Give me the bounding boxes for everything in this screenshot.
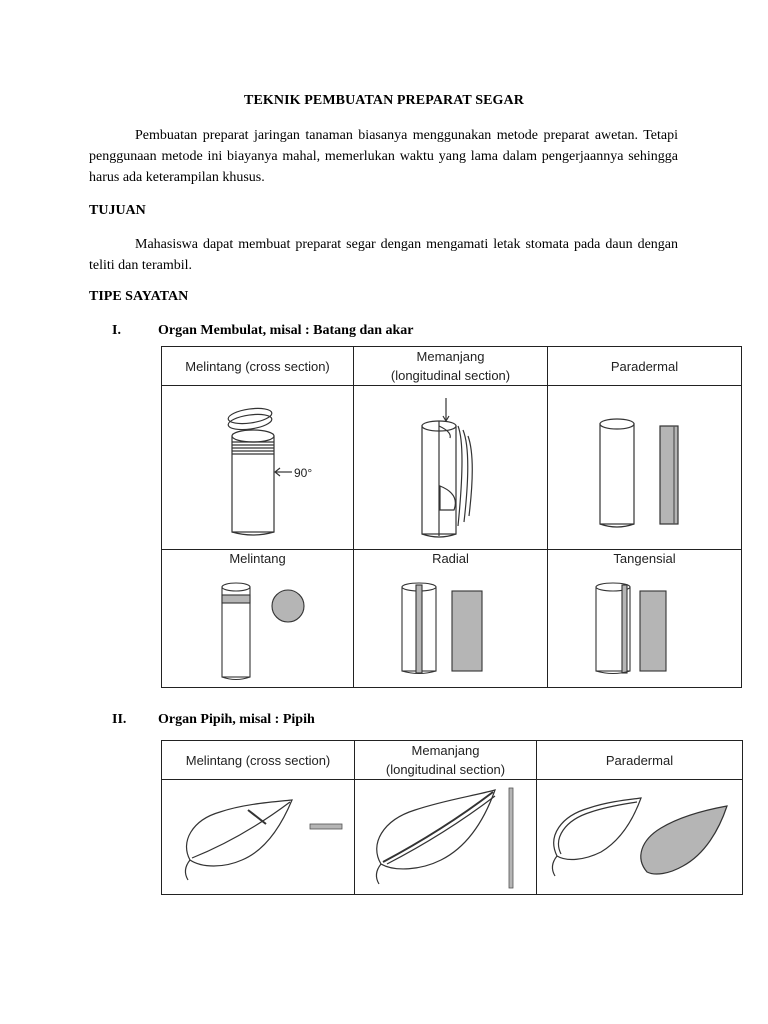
section2-numeral: II. (112, 712, 127, 727)
longitudinal-section-illustration (354, 386, 548, 550)
organ-pipih-figure (161, 740, 743, 895)
subheader-radial: Radial (432, 551, 469, 566)
leaf-header-paradermal: Paradermal (537, 741, 743, 780)
cylinder-longitudinal-cut-icon (354, 386, 547, 549)
leaf-cross-cut-icon (162, 780, 354, 894)
header-paradermal: Paradermal (548, 347, 742, 386)
header-longitudinal-section: Memanjang (longitudinal section) (354, 347, 548, 386)
tujuan-paragraph (89, 234, 678, 276)
radial-cell (354, 550, 548, 688)
tipe-sayatan-heading: TIPE SAYATAN (89, 289, 189, 304)
leaf-paradermal-illustration (537, 780, 743, 895)
cross-section-illustration (162, 386, 354, 550)
leaf-longitudinal-section-illustration (355, 780, 537, 895)
melintang-cell (162, 550, 354, 688)
angle-label: 90° (294, 466, 313, 480)
paradermal-illustration (548, 386, 742, 550)
section1-numeral: I. (112, 323, 121, 338)
leaf-paradermal-cut-icon (537, 780, 742, 894)
section2-label: Organ Pipih, misal : Pipih (158, 712, 315, 727)
melintang-slice-icon (162, 570, 353, 687)
intro-paragraph (89, 125, 678, 188)
tujuan-heading: TUJUAN (89, 203, 146, 218)
organ-membulat-figure (161, 346, 742, 688)
tangensial-cell (548, 550, 742, 688)
section1-label: Organ Membulat, misal : Batang dan akar (158, 323, 414, 338)
leaf-longitudinal-cut-icon (355, 780, 536, 894)
leaf-header-cross-section: Melintang (cross section) (162, 741, 355, 780)
intro-text: Pembuatan preparat jaringan tanaman biasanya menggunakan metode preparat awetan. Tetapi penggunaan metode ini biayanya mahal, memerlukan waktu yang lama dalam pengerjaannya sehingga harus ada keterampilan khusus. (89, 128, 678, 185)
header-cross-section: Melintang (cross section) (162, 347, 354, 386)
cylinder-paradermal-cut-icon (548, 386, 741, 549)
tangensial-slice-icon (548, 570, 741, 687)
leaf-header-longitudinal-section: Memanjang (longitudinal section) (355, 741, 537, 780)
page-title: TEKNIK PEMBUATAN PREPARAT SEGAR (244, 93, 524, 108)
subheader-tangensial: Tangensial (613, 551, 676, 566)
subheader-melintang: Melintang (229, 551, 286, 566)
leaf-cross-section-illustration (162, 780, 355, 895)
tujuan-text: Mahasiswa dapat membuat preparat segar dengan mengamati letak stomata pada daun dengan teliti dan terambil. (89, 237, 678, 273)
cylinder-cross-cut-icon (162, 386, 353, 549)
radial-slice-icon (354, 570, 547, 687)
